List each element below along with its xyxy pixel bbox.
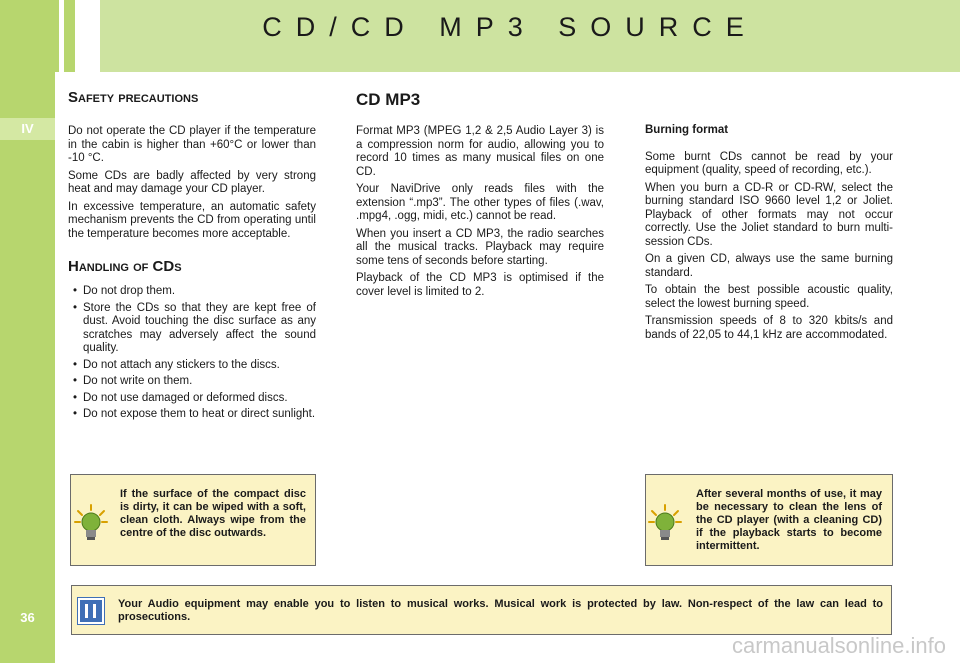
watermark: carmanualsonline.info <box>731 633 946 658</box>
cdmp3-paragraph: When you insert a CD MP3, the radio searches all the musical tracks. Playback may require some tens of seconds before starting. <box>356 227 604 267</box>
tip-text-right: After several months of use, it may be necessary to clean the lens of the CD player (with a cleaning CD) if the playback starts to become intermittent. <box>696 488 882 552</box>
lightbulb-icon <box>74 503 108 541</box>
cdmp3-paragraph: Your NaviDrive only reads files with the extension “.mp3”. The other types of files (.wav, .mpg4, .ogg, midi, etc.) cannot be read. <box>356 183 604 222</box>
page-number: 36 <box>20 610 35 625</box>
safety-heading: Safety precautions <box>68 89 199 106</box>
cdmp3-text <box>356 125 604 303</box>
safety-text <box>68 125 316 245</box>
list-item: • Do not use damaged or deformed discs. <box>68 392 316 406</box>
burning-text <box>645 124 893 346</box>
list-item: • Store the CDs so that they are kept free of dust. Avoid touching the disc surface as any scratches may adversely affect the sound quality. <box>68 302 316 356</box>
list-item: • Do not drop them. <box>68 285 316 299</box>
cdmp3-paragraph: Playback of the CD MP3 is optimised if the cover level is limited to 2. <box>356 272 604 298</box>
info-icon <box>78 598 104 624</box>
handling-list <box>68 285 316 425</box>
tip-text-left: If the surface of the compact disc is dirty, it can be wiped with a soft, clean cloth. Always wipe from the centre of the disc outwards. <box>120 488 306 539</box>
burning-paragraph: To obtain the best possible acoustic quality, select the lowest burning speed. <box>645 284 893 310</box>
safety-paragraph: Do not operate the CD player if the temperature in the cabin is higher than +60°C or lower than -10 °C. <box>68 125 316 164</box>
safety-paragraph: In excessive temperature, an automatic safety mechanism prevents the CD from operating until the temperature becomes more acceptable. <box>68 200 316 240</box>
burning-paragraph: On a given CD, always use the same burning standard. <box>645 253 893 279</box>
info-glyph-icon <box>82 602 100 620</box>
list-item: • Do not write on them. <box>68 375 316 389</box>
list-item: • Do not expose them to heat or direct sunlight. <box>68 408 316 422</box>
burning-paragraph: Some burnt CDs cannot be read by your equipment (quality, speed of recording, etc.). <box>645 150 893 176</box>
sidebar <box>0 0 55 663</box>
chapter-tab: IV <box>0 118 55 140</box>
page-title: CD/CD MP3 SOURCE <box>262 12 758 42</box>
burning-paragraph: When you burn a CD-R or CD-RW, select the burning standard ISO 9660 level 1,2 or Joliet. Playback of other formats may not occur correctly. Use the Joliet standard to burn multi-session CDs. <box>645 181 893 248</box>
notice-text: Your Audio equipment may enable you to listen to musical works. Musical work is protected by law. Non-respect of the law can lead to prosecutions. <box>118 598 883 623</box>
safety-paragraph: Some CDs are badly affected by very strong heat and may damage your CD player. <box>68 169 316 195</box>
cdmp3-heading: CD MP3 <box>356 90 421 109</box>
handling-heading: Handling of CDs <box>68 258 182 275</box>
cdmp3-paragraph: Format MP3 (MPEG 1,2 & 2,5 Audio Layer 3) is a compression norm for audio, allowing you to record 10 times as many musical files on one CD. <box>356 125 604 178</box>
burning-heading: Burning format <box>645 124 729 136</box>
lightbulb-icon <box>648 503 682 541</box>
burning-paragraph: Transmission speeds of 8 to 320 kbits/s and bands of 22,05 to 44,1 kHz are accommodated. <box>645 315 893 341</box>
list-item: • Do not attach any stickers to the discs. <box>68 359 316 373</box>
